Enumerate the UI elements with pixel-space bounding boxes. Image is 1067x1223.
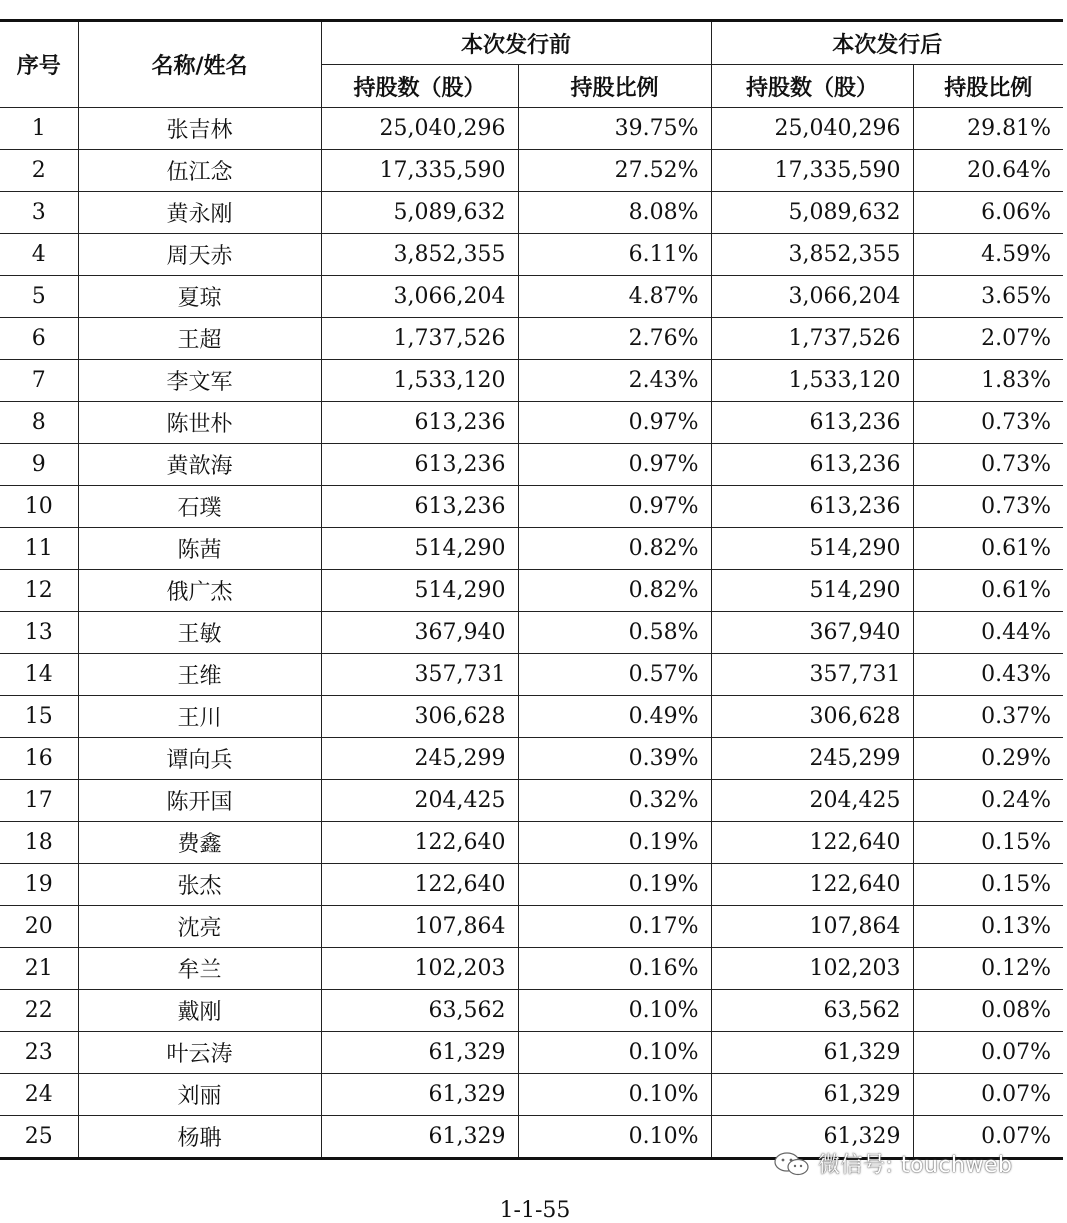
cell-shares-before: 3,852,355	[321, 234, 518, 276]
table-row	[0, 444, 1063, 486]
cell-ratio-before: 8.08%	[518, 192, 711, 234]
cell-shares-before: 613,236	[321, 402, 518, 444]
cell-shares-before: 306,628	[321, 696, 518, 738]
cell-ratio-after: 0.13%	[913, 906, 1063, 948]
cell-ratio-after: 0.43%	[913, 654, 1063, 696]
cell-ratio-after: 0.15%	[913, 822, 1063, 864]
cell-ratio-before: 0.58%	[518, 612, 711, 654]
cell-ratio-before: 0.19%	[518, 864, 711, 906]
cell-seq: 21	[0, 948, 78, 990]
cell-ratio-before: 0.32%	[518, 780, 711, 822]
cell-shares-after: 61,329	[711, 1116, 913, 1159]
cell-seq: 5	[0, 276, 78, 318]
cell-shares-before: 1,533,120	[321, 360, 518, 402]
cell-ratio-before: 0.49%	[518, 696, 711, 738]
cell-shares-before: 61,329	[321, 1074, 518, 1116]
header-after-group: 本次发行后	[711, 21, 1063, 65]
cell-name: 王超	[78, 318, 321, 360]
cell-name: 叶云涛	[78, 1032, 321, 1074]
cell-name: 王敏	[78, 612, 321, 654]
cell-seq: 23	[0, 1032, 78, 1074]
cell-name: 俄广杰	[78, 570, 321, 612]
cell-ratio-after: 2.07%	[913, 318, 1063, 360]
table-row	[0, 486, 1063, 528]
cell-seq: 2	[0, 150, 78, 192]
cell-shares-after: 245,299	[711, 738, 913, 780]
cell-name: 费鑫	[78, 822, 321, 864]
cell-seq: 20	[0, 906, 78, 948]
page-number: 1-1-55	[499, 1198, 571, 1223]
cell-ratio-after: 3.65%	[913, 276, 1063, 318]
header-ratio-before: 持股比例	[518, 65, 711, 108]
cell-seq: 1	[0, 108, 78, 150]
table-row	[0, 192, 1063, 234]
cell-ratio-after: 4.59%	[913, 234, 1063, 276]
cell-shares-after: 1,533,120	[711, 360, 913, 402]
cell-ratio-after: 0.73%	[913, 444, 1063, 486]
cell-seq: 10	[0, 486, 78, 528]
cell-shares-after: 613,236	[711, 486, 913, 528]
cell-name: 陈世朴	[78, 402, 321, 444]
cell-name: 黄永刚	[78, 192, 321, 234]
cell-ratio-before: 0.10%	[518, 1074, 711, 1116]
cell-ratio-after: 0.44%	[913, 612, 1063, 654]
cell-name: 夏琼	[78, 276, 321, 318]
cell-seq: 24	[0, 1074, 78, 1116]
shareholding-table-container	[0, 19, 1063, 1160]
table-row	[0, 612, 1063, 654]
cell-shares-before: 613,236	[321, 444, 518, 486]
cell-shares-before: 245,299	[321, 738, 518, 780]
cell-name: 陈茜	[78, 528, 321, 570]
cell-shares-before: 102,203	[321, 948, 518, 990]
cell-ratio-before: 0.97%	[518, 486, 711, 528]
cell-ratio-after: 0.61%	[913, 528, 1063, 570]
cell-shares-before: 514,290	[321, 570, 518, 612]
cell-shares-after: 107,864	[711, 906, 913, 948]
cell-seq: 19	[0, 864, 78, 906]
cell-ratio-after: 0.29%	[913, 738, 1063, 780]
table-row	[0, 1032, 1063, 1074]
cell-seq: 9	[0, 444, 78, 486]
cell-ratio-before: 0.39%	[518, 738, 711, 780]
table-row	[0, 150, 1063, 192]
cell-shares-after: 613,236	[711, 444, 913, 486]
cell-ratio-before: 4.87%	[518, 276, 711, 318]
cell-ratio-after: 0.15%	[913, 864, 1063, 906]
cell-shares-after: 25,040,296	[711, 108, 913, 150]
table-row	[0, 528, 1063, 570]
header-ratio-after: 持股比例	[913, 65, 1063, 108]
cell-seq: 8	[0, 402, 78, 444]
header-before-group: 本次发行前	[321, 21, 711, 65]
cell-shares-before: 514,290	[321, 528, 518, 570]
cell-ratio-before: 0.97%	[518, 444, 711, 486]
table-row	[0, 402, 1063, 444]
cell-shares-after: 514,290	[711, 528, 913, 570]
cell-shares-after: 122,640	[711, 864, 913, 906]
cell-shares-after: 306,628	[711, 696, 913, 738]
cell-shares-after: 122,640	[711, 822, 913, 864]
cell-shares-after: 61,329	[711, 1074, 913, 1116]
cell-seq: 11	[0, 528, 78, 570]
cell-ratio-before: 0.16%	[518, 948, 711, 990]
cell-shares-before: 367,940	[321, 612, 518, 654]
cell-shares-before: 1,737,526	[321, 318, 518, 360]
cell-name: 戴刚	[78, 990, 321, 1032]
watermark	[772, 1148, 1012, 1179]
cell-shares-before: 25,040,296	[321, 108, 518, 150]
cell-shares-after: 357,731	[711, 654, 913, 696]
table-row	[0, 360, 1063, 402]
cell-ratio-before: 0.82%	[518, 528, 711, 570]
cell-ratio-before: 2.43%	[518, 360, 711, 402]
table-row	[0, 822, 1063, 864]
cell-seq: 15	[0, 696, 78, 738]
cell-shares-after: 367,940	[711, 612, 913, 654]
table-header	[0, 21, 1063, 108]
cell-name: 杨聃	[78, 1116, 321, 1159]
header-shares-before: 持股数（股）	[321, 65, 518, 108]
watermark-text: 微信号: touchweb	[818, 1153, 1013, 1178]
cell-ratio-after: 0.07%	[913, 1074, 1063, 1116]
cell-ratio-after: 20.64%	[913, 150, 1063, 192]
cell-name: 牟兰	[78, 948, 321, 990]
cell-shares-after: 61,329	[711, 1032, 913, 1074]
cell-name: 张杰	[78, 864, 321, 906]
table-row	[0, 906, 1063, 948]
cell-ratio-after: 0.08%	[913, 990, 1063, 1032]
cell-seq: 17	[0, 780, 78, 822]
cell-seq: 25	[0, 1116, 78, 1159]
cell-ratio-before: 0.17%	[518, 906, 711, 948]
cell-shares-before: 613,236	[321, 486, 518, 528]
table-row	[0, 864, 1063, 906]
cell-shares-before: 107,864	[321, 906, 518, 948]
cell-shares-after: 514,290	[711, 570, 913, 612]
cell-ratio-before: 2.76%	[518, 318, 711, 360]
cell-name: 刘丽	[78, 1074, 321, 1116]
cell-ratio-after: 0.24%	[913, 780, 1063, 822]
table-row	[0, 234, 1063, 276]
cell-ratio-before: 0.19%	[518, 822, 711, 864]
cell-shares-after: 102,203	[711, 948, 913, 990]
cell-ratio-before: 0.97%	[518, 402, 711, 444]
cell-seq: 4	[0, 234, 78, 276]
cell-shares-after: 1,737,526	[711, 318, 913, 360]
table-row	[0, 696, 1063, 738]
table-row	[0, 780, 1063, 822]
cell-ratio-after: 0.73%	[913, 402, 1063, 444]
cell-name: 伍江念	[78, 150, 321, 192]
cell-ratio-after: 0.07%	[913, 1032, 1063, 1074]
cell-shares-after: 3,066,204	[711, 276, 913, 318]
cell-name: 张吉林	[78, 108, 321, 150]
cell-name: 李文军	[78, 360, 321, 402]
cell-seq: 6	[0, 318, 78, 360]
cell-ratio-before: 6.11%	[518, 234, 711, 276]
cell-shares-before: 357,731	[321, 654, 518, 696]
cell-name: 石璞	[78, 486, 321, 528]
cell-shares-before: 61,329	[321, 1032, 518, 1074]
shareholding-table	[0, 19, 1063, 1160]
cell-shares-after: 613,236	[711, 402, 913, 444]
cell-name: 王川	[78, 696, 321, 738]
cell-shares-before: 17,335,590	[321, 150, 518, 192]
cell-name: 黄歆海	[78, 444, 321, 486]
header-seq: 序号	[0, 21, 78, 108]
table-row	[0, 276, 1063, 318]
table-row	[0, 990, 1063, 1032]
cell-ratio-before: 0.82%	[518, 570, 711, 612]
cell-shares-after: 5,089,632	[711, 192, 913, 234]
cell-seq: 18	[0, 822, 78, 864]
cell-name: 陈开国	[78, 780, 321, 822]
cell-ratio-before: 0.57%	[518, 654, 711, 696]
cell-name: 沈亮	[78, 906, 321, 948]
cell-seq: 13	[0, 612, 78, 654]
cell-ratio-after: 0.37%	[913, 696, 1063, 738]
cell-ratio-before: 0.10%	[518, 1032, 711, 1074]
cell-shares-before: 122,640	[321, 822, 518, 864]
cell-seq: 22	[0, 990, 78, 1032]
cell-shares-after: 204,425	[711, 780, 913, 822]
table-row	[0, 570, 1063, 612]
cell-shares-before: 204,425	[321, 780, 518, 822]
cell-shares-after: 63,562	[711, 990, 913, 1032]
cell-ratio-after: 0.61%	[913, 570, 1063, 612]
cell-seq: 3	[0, 192, 78, 234]
cell-seq: 16	[0, 738, 78, 780]
table-body	[0, 108, 1063, 1159]
cell-ratio-after: 29.81%	[913, 108, 1063, 150]
table-row	[0, 738, 1063, 780]
header-shares-after: 持股数（股）	[711, 65, 913, 108]
cell-ratio-after: 0.73%	[913, 486, 1063, 528]
cell-shares-before: 61,329	[321, 1116, 518, 1159]
cell-name: 王维	[78, 654, 321, 696]
table-row	[0, 1074, 1063, 1116]
cell-shares-before: 63,562	[321, 990, 518, 1032]
cell-ratio-after: 6.06%	[913, 192, 1063, 234]
table-row	[0, 948, 1063, 990]
cell-ratio-after: 1.83%	[913, 360, 1063, 402]
table-row	[0, 108, 1063, 150]
cell-ratio-before: 0.10%	[518, 1116, 711, 1159]
wechat-icon	[772, 1151, 812, 1177]
table-row	[0, 654, 1063, 696]
cell-seq: 12	[0, 570, 78, 612]
cell-ratio-before: 27.52%	[518, 150, 711, 192]
cell-seq: 14	[0, 654, 78, 696]
header-name: 名称/姓名	[78, 21, 321, 108]
cell-shares-after: 17,335,590	[711, 150, 913, 192]
cell-ratio-after: 0.12%	[913, 948, 1063, 990]
cell-shares-after: 3,852,355	[711, 234, 913, 276]
cell-ratio-after: 0.07%	[913, 1116, 1063, 1159]
cell-shares-before: 122,640	[321, 864, 518, 906]
cell-seq: 7	[0, 360, 78, 402]
cell-ratio-before: 39.75%	[518, 108, 711, 150]
cell-ratio-before: 0.10%	[518, 990, 711, 1032]
cell-shares-before: 3,066,204	[321, 276, 518, 318]
cell-name: 谭向兵	[78, 738, 321, 780]
table-row	[0, 318, 1063, 360]
cell-shares-before: 5,089,632	[321, 192, 518, 234]
cell-name: 周天赤	[78, 234, 321, 276]
